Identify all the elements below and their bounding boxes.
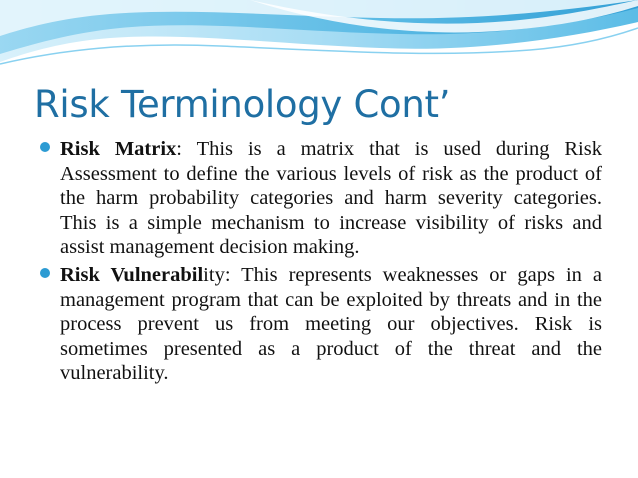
bullet-item-risk-matrix [40, 137, 602, 260]
bullet-item-risk-vulnerability [40, 263, 602, 386]
bullet-text: : This is a matrix that is used during Risk Assessment to define the various levels of risk as the product of the harm probability categories and harm severity categories. This is a simple mechanism to increase visibility of risks and assist management decision making. [60, 138, 602, 259]
header-wave-decoration [0, 0, 638, 80]
bullet-term: Risk Vulnerabil [60, 263, 204, 286]
bullet-dot-icon [40, 142, 50, 152]
slide-title: Risk Terminology Cont’ [34, 83, 451, 126]
bullet-dot-icon [40, 268, 50, 278]
bullet-term: Risk Matrix [60, 138, 177, 160]
bullet-text: ity: This represents weaknesses or gaps in a management program that can be exploited by threats and in the process prevent us from meeting our objectives. Risk is sometimes presented as a product of the threat and the vulnerability. [60, 263, 602, 385]
bullet-list [40, 137, 602, 389]
